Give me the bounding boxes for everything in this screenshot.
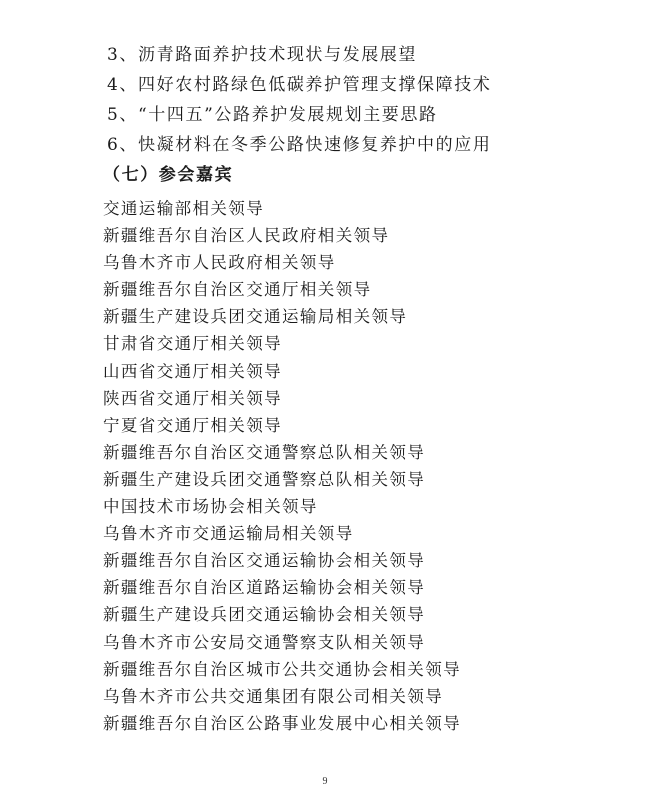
guest-item: 新疆维吾尔自治区交通运输协会相关领导 bbox=[103, 551, 426, 571]
guest-item: 乌鲁木齐市人民政府相关领导 bbox=[103, 253, 336, 273]
topic-item: 4、四好农村路绿色低碳养护管理支撑保障技术 bbox=[107, 75, 492, 95]
guest-item: 山西省交通厅相关领导 bbox=[103, 361, 282, 381]
guest-item: 乌鲁木齐市交通运输局相关领导 bbox=[103, 524, 354, 544]
guest-item: 新疆维吾尔自治区交通厅相关领导 bbox=[103, 280, 372, 300]
guest-item: 乌鲁木齐市公共交通集团有限公司相关领导 bbox=[103, 686, 444, 706]
topic-list bbox=[107, 40, 491, 160]
guest-item: 新疆维吾尔自治区交通警察总队相关领导 bbox=[103, 442, 426, 462]
guest-item: 甘肃省交通厅相关领导 bbox=[103, 334, 282, 354]
guest-item: 新疆生产建设兵团交通运输局相关领导 bbox=[103, 307, 408, 327]
guest-item: 新疆维吾尔自治区道路运输协会相关领导 bbox=[103, 578, 426, 598]
guest-list bbox=[103, 195, 461, 737]
topic-item: 5、“十四五”公路养护发展规划主要思路 bbox=[107, 105, 438, 125]
topic-item: 3、沥青路面养护技术现状与发展展望 bbox=[107, 45, 418, 65]
guest-item: 交通运输部相关领导 bbox=[103, 199, 265, 218]
topic-item: 6、快凝材料在冬季公路快速修复养护中的应用 bbox=[107, 135, 492, 155]
page-number: 9 bbox=[322, 776, 328, 787]
section-heading-guests: （七）参会嘉宾 bbox=[103, 165, 234, 185]
guest-item: 新疆生产建设兵团交通运输协会相关领导 bbox=[103, 605, 426, 625]
guest-item: 新疆生产建设兵团交通警察总队相关领导 bbox=[103, 469, 426, 489]
guest-item: 宁夏省交通厅相关领导 bbox=[103, 415, 282, 435]
guest-item: 乌鲁木齐市公安局交通警察支队相关领导 bbox=[103, 632, 426, 652]
guest-item: 陕西省交通厅相关领导 bbox=[103, 388, 282, 408]
guest-item: 新疆维吾尔自治区城市公共交通协会相关领导 bbox=[103, 659, 461, 679]
guest-item: 新疆维吾尔自治区人民政府相关领导 bbox=[103, 226, 390, 246]
guest-item: 新疆维吾尔自治区公路事业发展中心相关领导 bbox=[103, 713, 461, 733]
guest-item: 中国技术市场协会相关领导 bbox=[103, 497, 318, 517]
